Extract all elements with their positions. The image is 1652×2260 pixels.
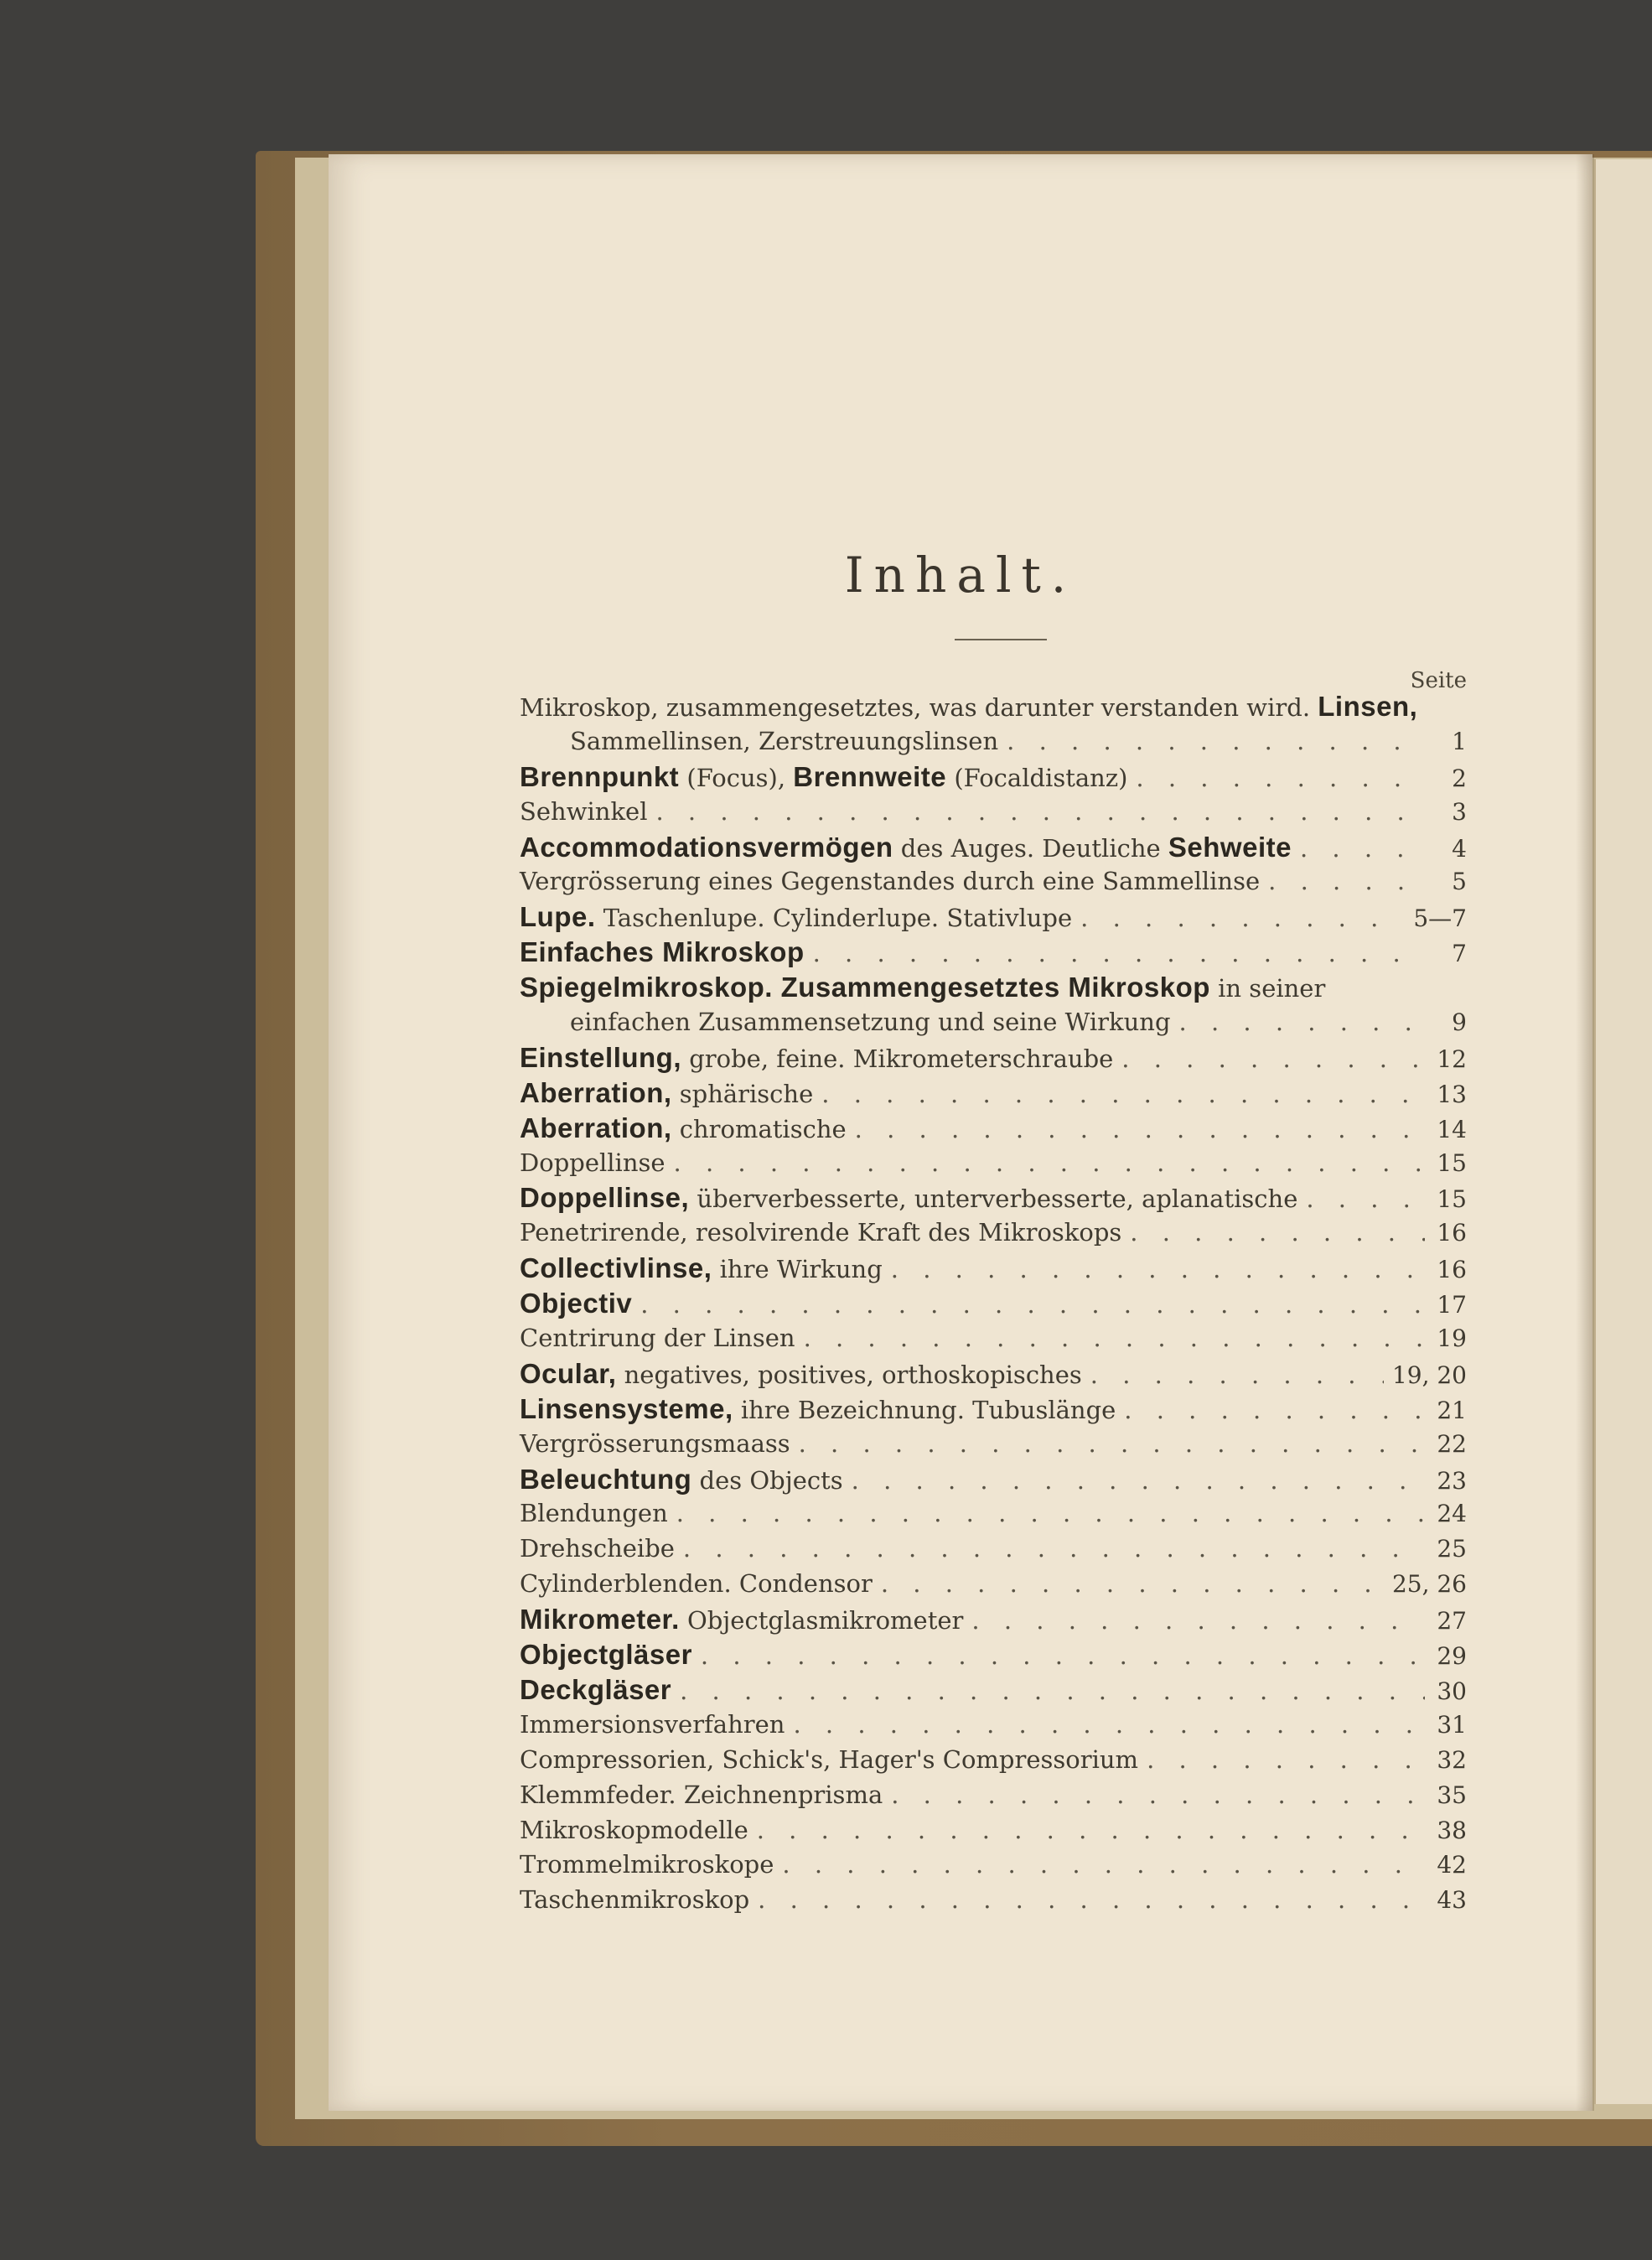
- dot-leader: [1090, 1358, 1384, 1393]
- toc-entry: [520, 1180, 1467, 1216]
- toc-keyword: Linsensysteme,: [520, 1392, 733, 1424]
- toc-text: Doppellinse: [520, 1148, 665, 1177]
- dot-leader: [855, 1112, 1425, 1148]
- toc-page-number: 15: [1437, 1148, 1467, 1177]
- toc-keyword: Sehweite: [1168, 831, 1292, 863]
- toc-entry-text: [520, 759, 1127, 796]
- toc-text: grobe, feine. Mikrometerschraube: [681, 1044, 1114, 1073]
- toc-entry-text: [520, 1076, 813, 1112]
- dot-leader: [1306, 1182, 1425, 1217]
- toc-keyword: Doppellinse,: [520, 1182, 690, 1214]
- toc-text: Sammellinsen, Zerstreuungslinsen: [570, 726, 999, 755]
- toc-text: Compressorien, Schick's, Hager's Compressorium: [520, 1744, 1139, 1774]
- toc-page-number: 5—7: [1413, 905, 1467, 933]
- toc-entry-text: [520, 899, 1072, 936]
- dot-leader: [881, 1567, 1384, 1602]
- toc-keyword: Brennweite: [793, 760, 947, 792]
- toc-entry: [520, 1392, 1467, 1427]
- toc-keyword: Collectivlinse,: [520, 1252, 712, 1284]
- toc-page-number: 7: [1452, 940, 1467, 968]
- toc-entry-text: [520, 1567, 873, 1602]
- toc-keyword: Einfaches Mikroskop: [520, 936, 805, 968]
- toc-text: Objectglasmikrometer: [679, 1606, 964, 1635]
- toc-entry-text: [520, 1743, 1138, 1778]
- toc-text: (Focaldistanz): [946, 763, 1128, 792]
- toc-page-number: 23: [1437, 1466, 1467, 1495]
- toc-page-number: 3: [1452, 797, 1467, 826]
- toc-entry-text: [520, 1848, 774, 1883]
- dot-leader: [804, 1321, 1425, 1356]
- toc-page-number: 1: [1452, 727, 1467, 755]
- toc-entry: [520, 1427, 1467, 1462]
- toc-entry: [520, 1462, 1467, 1497]
- toc-entry-text: [520, 1180, 1297, 1217]
- toc-text: negatives, positives, orthoskopisches: [616, 1360, 1082, 1389]
- toc-text: Penetrirende, resolvirende Kraft des Mikroskops: [520, 1218, 1122, 1247]
- toc-page-number: 16: [1437, 1219, 1467, 1247]
- toc-entry: [520, 1321, 1467, 1356]
- toc-entry: [520, 1708, 1467, 1743]
- toc-text: Blendungen: [520, 1499, 668, 1528]
- toc-keyword: Mikrometer.: [520, 1604, 680, 1635]
- dot-leader: [1179, 1005, 1425, 1040]
- toc-page-number: 9: [1452, 1008, 1467, 1037]
- gutter-shadow: [1576, 154, 1594, 2111]
- toc-page-number: 17: [1437, 1291, 1467, 1319]
- toc-keyword: Deckgläser: [520, 1673, 672, 1705]
- toc-page-number: 12: [1437, 1044, 1467, 1073]
- toc-entry: [520, 1005, 1467, 1040]
- toc-entry: [520, 1111, 1467, 1146]
- toc-text: sphärische: [671, 1079, 814, 1108]
- toc-entry-text: [520, 864, 1260, 899]
- toc-text: Taschenlupe. Cylinderlupe. Stativlupe: [595, 904, 1073, 933]
- toc-entry-text: [570, 1005, 1171, 1040]
- toc-page-number: 24: [1437, 1500, 1467, 1528]
- toc-entry-text: [520, 1496, 668, 1532]
- toc-entry: [520, 689, 1467, 724]
- toc-text: Mikroskopmodelle: [520, 1815, 748, 1844]
- facing-page-edge: [1594, 159, 1652, 2104]
- dot-leader: [680, 1674, 1425, 1709]
- toc-keyword: Objectiv: [520, 1288, 633, 1319]
- dot-leader: [1147, 1743, 1425, 1778]
- toc-entry: [520, 1040, 1467, 1076]
- toc-entry-text: [520, 1146, 665, 1181]
- toc-entry: [520, 830, 1467, 865]
- toc-page-number: 27: [1437, 1607, 1467, 1635]
- toc-entry-text: [520, 1813, 748, 1848]
- dot-leader: [1124, 1393, 1425, 1428]
- toc-entry: [520, 795, 1467, 830]
- toc-keyword: Ocular,: [520, 1357, 617, 1389]
- toc-page-number: 35: [1437, 1781, 1467, 1809]
- toc-page-number: 21: [1437, 1396, 1467, 1424]
- toc-entry: [520, 1743, 1467, 1778]
- dot-leader: [758, 1883, 1425, 1918]
- title-rule: [955, 639, 1047, 640]
- toc-text: Centrirung der Linsen: [520, 1324, 795, 1353]
- toc-page-number: 43: [1437, 1886, 1467, 1915]
- toc-entry-text: [520, 1111, 847, 1148]
- dot-leader: [799, 1427, 1425, 1462]
- toc-entry: [520, 864, 1467, 899]
- toc-page-number: 15: [1437, 1185, 1467, 1214]
- dot-leader: [891, 1778, 1425, 1813]
- toc-entry-text: [520, 1602, 963, 1639]
- toc-entry: [520, 1216, 1467, 1251]
- dot-leader: [813, 936, 1425, 972]
- toc-entry-text: [520, 1778, 883, 1813]
- toc-entry-text: [520, 1356, 1082, 1393]
- toc-text: überverbesserte, unterverbesserte, aplanatische: [689, 1184, 1298, 1214]
- toc-entry-text: [520, 1462, 843, 1499]
- toc-page-number: 19: [1437, 1324, 1467, 1353]
- toc-page-number: 31: [1437, 1710, 1467, 1739]
- toc-entry-text: [520, 1040, 1113, 1077]
- dot-leader: [757, 1813, 1425, 1848]
- toc-text: Klemmfeder. Zeichnenprisma: [520, 1780, 883, 1809]
- dot-leader: [793, 1708, 1425, 1743]
- toc-page-number: 5: [1452, 868, 1467, 896]
- toc-text: ihre Wirkung: [712, 1255, 883, 1284]
- dot-leader: [971, 1604, 1425, 1639]
- toc-entry-text: [520, 1708, 785, 1743]
- toc-entry: [520, 1778, 1467, 1813]
- toc-entry: [520, 970, 1467, 1005]
- toc-text: einfachen Zusammensetzung und seine Wirkung: [570, 1008, 1171, 1037]
- dot-leader: [1121, 1042, 1425, 1077]
- dot-leader: [1300, 832, 1425, 867]
- dot-leader: [821, 1077, 1425, 1112]
- toc-entry-text: [520, 1672, 671, 1709]
- dot-leader: [676, 1496, 1425, 1532]
- toc-page-number: 29: [1437, 1642, 1467, 1671]
- toc-text: in seiner: [1209, 974, 1326, 1003]
- toc-entry: [520, 1848, 1467, 1883]
- toc-keyword: Aberration,: [520, 1112, 672, 1143]
- toc-page-number: 38: [1437, 1816, 1467, 1844]
- toc-entry-text: [520, 830, 1292, 867]
- toc-text: Trommelmikroskope: [520, 1850, 774, 1879]
- toc-text: Mikroskop, zusammengesetztes, was darunter verstanden wird.: [520, 693, 1318, 722]
- toc-page-number: 32: [1437, 1745, 1467, 1774]
- toc-text: des Auges. Deutliche: [893, 833, 1168, 863]
- toc-entry: [520, 935, 1467, 970]
- dot-leader: [683, 1532, 1425, 1567]
- toc-entry: [520, 1567, 1467, 1602]
- dot-leader: [1130, 1216, 1425, 1251]
- toc-text: des Objects: [691, 1465, 843, 1495]
- toc-entry-text: [520, 1883, 749, 1918]
- toc-entry-text: [520, 970, 1325, 1007]
- toc-entry-text: [520, 1392, 1116, 1428]
- toc-entry: [520, 1496, 1467, 1532]
- toc-page-number: 16: [1437, 1256, 1467, 1284]
- dot-leader: [640, 1288, 1425, 1323]
- toc-entry-text: [520, 689, 1417, 726]
- toc-entry: [520, 1532, 1467, 1567]
- dot-leader: [1080, 901, 1405, 936]
- toc-keyword: Aberration,: [520, 1076, 672, 1108]
- page-title: Inhalt.: [844, 547, 1077, 604]
- toc-entry-text: [520, 1216, 1121, 1251]
- toc-text: Cylinderblenden. Condensor: [520, 1569, 873, 1599]
- toc-keyword: Beleuchtung: [520, 1463, 692, 1495]
- toc-entry: [520, 724, 1467, 759]
- toc-keyword: Spiegelmikroskop. Zusammengesetztes Mikroskop: [520, 972, 1210, 1003]
- toc-text: Immersionsverfahren: [520, 1709, 785, 1739]
- toc-text: Vergrösserung eines Gegenstandes durch eine Sammellinse: [520, 867, 1261, 896]
- toc-keyword: Einstellung,: [520, 1041, 682, 1073]
- dot-leader: [852, 1464, 1425, 1499]
- toc-text: Sehwinkel: [520, 796, 648, 826]
- toc-entry-text: [520, 1321, 795, 1356]
- page-column-header: Seite: [1410, 668, 1467, 693]
- toc-entry: [520, 1883, 1467, 1918]
- toc-entry-text: [520, 1427, 790, 1462]
- dot-leader: [1268, 864, 1425, 899]
- toc-entry-text: [520, 795, 648, 830]
- toc-text: ihre Bezeichnung. Tubuslänge: [733, 1395, 1116, 1424]
- toc-entry: [520, 1146, 1467, 1181]
- toc-page-number: 13: [1437, 1080, 1467, 1108]
- toc-entry: [520, 759, 1467, 795]
- toc-entry: [520, 899, 1467, 935]
- toc-entry-text: [520, 1251, 883, 1288]
- toc-page-number: 42: [1437, 1851, 1467, 1879]
- toc-entry-text: [520, 1286, 632, 1323]
- toc-entry-text: [570, 724, 998, 759]
- dot-leader: [701, 1639, 1425, 1674]
- dot-leader: [674, 1146, 1425, 1181]
- toc-entry-text: [520, 935, 805, 972]
- toc-page-number: 2: [1452, 764, 1467, 792]
- toc-text: Drehscheibe: [520, 1534, 675, 1563]
- toc-entry: [520, 1076, 1467, 1111]
- toc-text: (Focus),: [679, 763, 794, 792]
- toc-page-number: 4: [1452, 834, 1467, 863]
- toc-page-number: 30: [1437, 1677, 1467, 1705]
- toc-entry: [520, 1251, 1467, 1286]
- toc-entry: [520, 1602, 1467, 1637]
- toc-page-number: 19, 20: [1391, 1361, 1467, 1389]
- toc-entry: [520, 1286, 1467, 1321]
- toc-entry: [520, 1813, 1467, 1848]
- toc-keyword: Objectgläser: [520, 1639, 692, 1671]
- toc-text: Vergrösserungsmaass: [520, 1428, 790, 1458]
- table-of-contents: [520, 689, 1467, 1918]
- toc-page-number: 25: [1437, 1535, 1467, 1563]
- dot-leader: [1007, 724, 1425, 759]
- toc-page-number: 14: [1437, 1115, 1467, 1143]
- toc-keyword: Brennpunkt: [520, 760, 680, 792]
- dot-leader: [782, 1848, 1425, 1883]
- toc-entry: [520, 1672, 1467, 1708]
- toc-entry: [520, 1356, 1467, 1392]
- dot-leader: [656, 795, 1426, 830]
- toc-text: chromatische: [671, 1114, 847, 1143]
- toc-page-number: 22: [1437, 1429, 1467, 1458]
- dot-leader: [891, 1252, 1425, 1288]
- toc-entry-text: [520, 1637, 692, 1674]
- toc-entry-text: [520, 1532, 675, 1567]
- dot-leader: [1136, 761, 1425, 796]
- toc-entry: [520, 1637, 1467, 1672]
- toc-keyword: Lupe.: [520, 901, 596, 933]
- toc-keyword: Linsen,: [1318, 691, 1418, 722]
- toc-keyword: Accommodationsvermögen: [520, 831, 893, 863]
- toc-text: Taschenmikroskop: [520, 1885, 750, 1915]
- toc-page-number: 25, 26: [1391, 1570, 1467, 1599]
